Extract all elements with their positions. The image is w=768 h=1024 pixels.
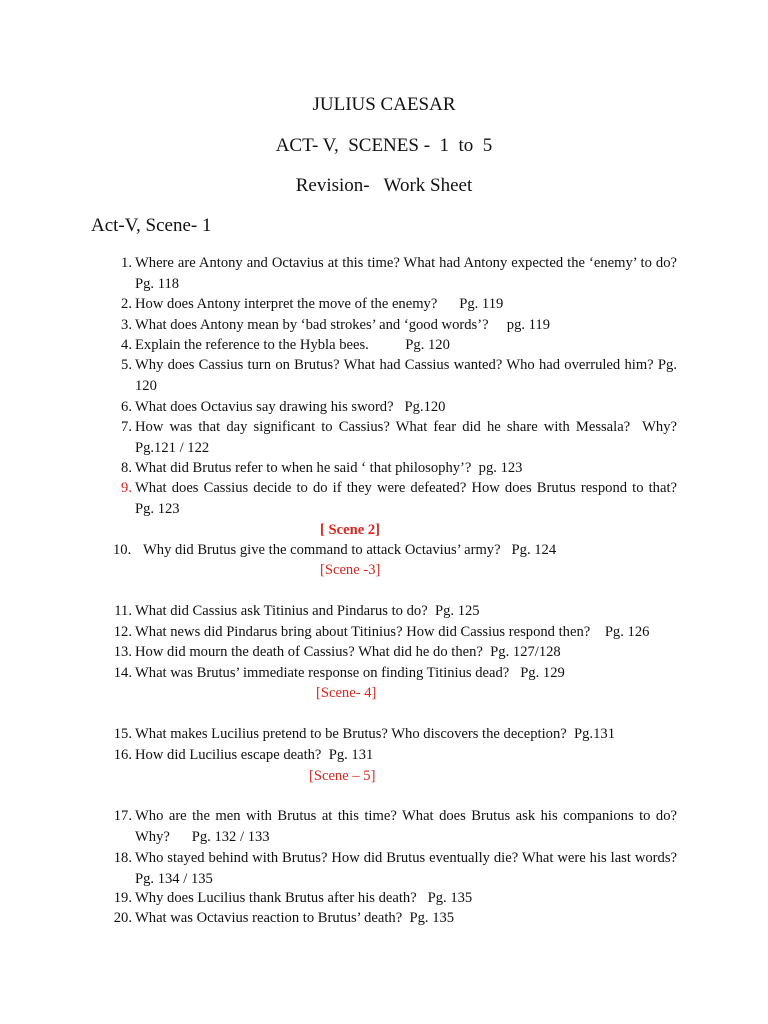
question-number: 13. [113,644,132,660]
question-number: 14. [113,665,132,681]
question-text: What does Octavius say drawing his sword? Pg.120 [135,399,446,415]
question-number: 15. [113,726,132,742]
question-number: 9. [121,480,132,496]
question-text: How was that day significant to Cassius? What fear did he share with Messala? Why? Pg.121 / 122 [135,419,681,456]
question-number: 12. [113,624,132,640]
scene-3-heading: [Scene -3] [320,562,381,578]
question-text: What did Cassius ask Titinius and Pindarus to do? Pg. 125 [135,603,480,619]
question-text: What was Brutus’ immediate response on finding Titinius dead? Pg. 129 [135,665,565,681]
question-text: What news did Pindarus bring about Titinius? How did Cassius respond then? Pg. 126 [135,624,650,640]
question-text: What does Antony mean by ‘bad strokes’ and ‘good words’? pg. 119 [135,317,551,333]
question-number: 18. [113,850,132,866]
scene-4-heading: [Scene- 4] [316,685,377,701]
question-text: How did Lucilius escape death? Pg. 131 [135,747,374,763]
question-text: How does Antony interpret the move of the enemy? Pg. 119 [135,296,504,312]
section-title: Act-V, Scene- 1 [91,215,212,236]
question-number: 16. [113,747,132,763]
question-text: Who stayed behind with Brutus? How did Brutus eventually die? What were his last words? Pg. 134 / 135 [135,850,692,887]
question-text: What did Brutus refer to when he said ‘ that philosophy’? pg. 123 [135,460,523,476]
question-text: How did mourn the death of Cassius? What did he do then? Pg. 127/128 [135,644,561,660]
question-text: What does Cassius decide to do if they were defeated? How does Brutus respond to that? Pg. 123 [135,480,681,517]
question-number: 11. [114,603,132,619]
question-number: 4. [121,337,132,353]
scene-5-heading: [Scene – 5] [309,768,376,784]
question-number: 17. [113,808,132,824]
question-number: 3. [121,317,132,333]
question-number: 5. [121,357,132,373]
question-text: Why does Lucilius thank Brutus after his death? Pg. 135 [135,890,473,906]
question-number: 7. [121,419,132,435]
question-number: 6. [121,399,132,415]
worksheet-heading: Revision- Work Sheet [295,175,473,196]
question-text: Why did Brutus give the command to attack Octavius’ army? Pg. 124 [143,542,557,558]
question-number: 20. [113,910,132,926]
question-number: 19. [113,890,132,906]
question-text: Why does Cassius turn on Brutus? What had Cassius wanted? Who had overruled him? Pg. 120 [135,357,681,394]
question-text: Where are Antony and Octavius at this time? What had Antony expected the ‘enemy’ to do? Pg. 118 [135,255,718,292]
question-number: 10. [113,542,132,558]
document-title: JULIUS CAESAR [312,94,456,115]
question-number: 2. [121,296,132,312]
question-text: Explain the reference to the Hybla bees. Pg. 120 [135,337,450,353]
scene-2-heading: [ Scene 2] [320,522,380,538]
document-subtitle: ACT- V, SCENES - 1 to 5 [275,135,493,156]
question-text: What was Octavius reaction to Brutus’ death? Pg. 135 [135,910,455,926]
question-number: 8. [121,460,132,476]
question-text: What makes Lucilius pretend to be Brutus? Who discovers the deception? Pg.131 [135,726,615,742]
question-text: Who are the men with Brutus at this time? What does Brutus ask his companions to do? Why? Pg. 132 / 133 [135,808,681,845]
question-number: 1. [121,255,132,271]
